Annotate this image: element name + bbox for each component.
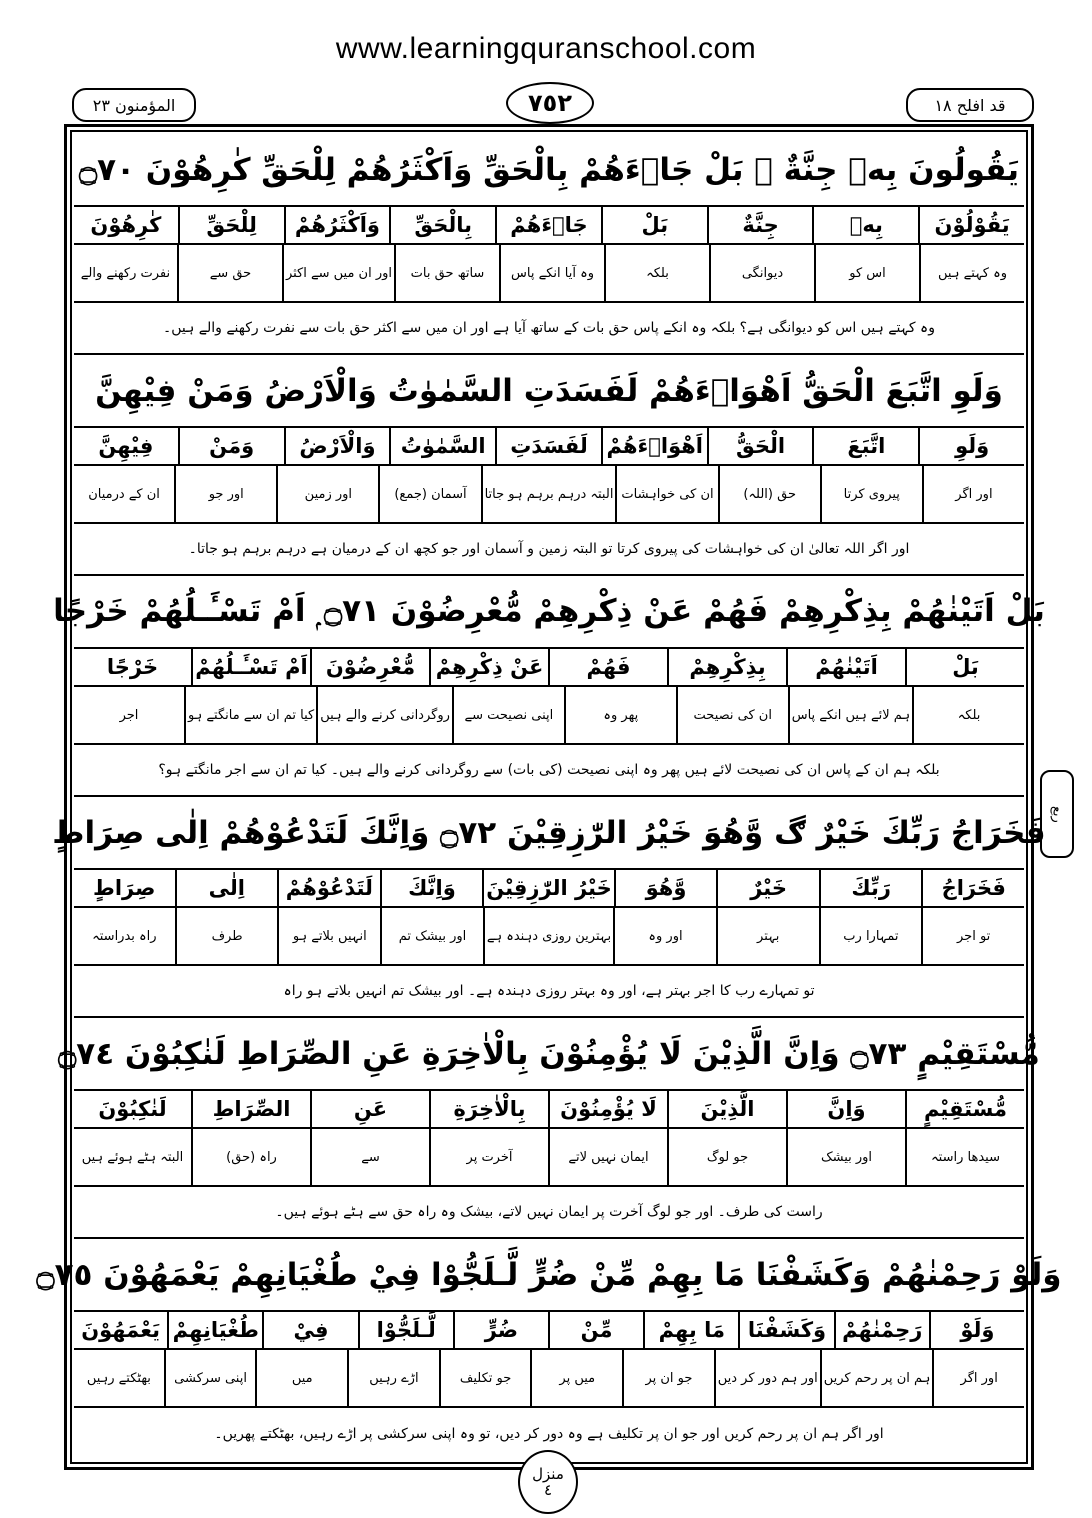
urdu-word-meaning: تو اجر [921,908,1024,964]
arabic-word: اتَّبَعَ [812,428,918,464]
arabic-word: جِنَّةٌ [707,207,813,243]
arabic-word: خَيْرُ الرّٰزِقِيْنَ [482,870,614,906]
arabic-word: لَا يُؤْمِنُوْنَ [548,1091,667,1127]
urdu-word-row [74,1129,1024,1187]
arabic-word: الَّذِيْنَ [667,1091,786,1127]
ayah-text: فَخَرَاجُ رَبِّكَ خَيْرٌ ڰ وَّهُوَ خَيْرُ الرّٰزِقِيْنَ ۝٧٢ وَاِنَّكَ لَتَدْعُوْهُمْ اِلٰى صِرَاطٍ [74,797,1024,870]
urdu-word-meaning: سے [310,1129,429,1185]
verse-block [52,797,1046,1018]
urdu-word-meaning: بھٹکتے رہیں [86,1370,151,1386]
urdu-word-meaning: طرف [175,908,278,964]
urdu-word-meaning: جو لوگ [667,1129,786,1185]
urdu-word-meaning: اور جو [174,466,276,522]
urdu-translation: بلکہ ہم ان کے پاس ان کی نصیحت لائے ہیں پھر وہ اپنی نصیحت (کی بات) سے روگردانی کرنے والے ہیں۔ کیا تم ان سے اجر مانگتے ہو؟ [74,745,1024,797]
urdu-word-meaning: اور زمین [276,466,378,522]
arabic-word: عَنْ ذِكْرِهِمْ [429,649,548,685]
urdu-word-meaning: ان کی خواہشات [615,466,717,522]
urdu-word-meaning: حق (اللہ) [718,466,820,522]
arabic-word: عَنِ [310,1091,429,1127]
arabic-word-row [74,1091,1024,1129]
arabic-word: فَهُمْ [548,649,667,685]
urdu-word-meaning: اور اگر [932,1350,1024,1406]
arabic-word: وَّهُوَ [614,870,717,906]
juz-name-label: قد افلح ١٨ [906,88,1034,122]
urdu-word-meaning: میں پر [530,1350,622,1406]
urdu-word-meaning: ساتھ حق بات [394,245,499,301]
arabic-word: ضُرٍّ [453,1312,548,1348]
urdu-word-meaning: بلکہ [604,245,709,301]
urdu-translation: تو تمہارے رب کا اجر بہتر ہے، اور وہ بہتر روزی دہندہ ہے۔ اور بیشک تم انہیں بلاتے ہو راہ [74,966,1024,1018]
urdu-word-meaning: بلکہ [912,687,1024,743]
arabic-word: وَلَوْ [929,1312,1024,1348]
arabic-word: وَاِنَّكَ [380,870,483,906]
urdu-word-meaning: انہیں بلاتے ہو [277,908,380,964]
arabic-word: وَلَوِ [918,428,1024,464]
urdu-word-meaning: اور ان میں سے اکثر [282,245,394,301]
arabic-word: وَالْاَرْضُ [284,428,390,464]
urdu-word-meaning: ہم لائے ہیں انکے پاس [788,687,912,743]
arabic-word: رَبِّكَ [819,870,922,906]
verse-block [53,576,1045,797]
urdu-word-meaning: بہترین روزی دہندہ ہے [483,908,613,964]
arabic-word: طُغْيَانِهِمْ [167,1312,262,1348]
arabic-word-row [74,649,1024,687]
urdu-word-meaning: جو ان پر [622,1350,714,1406]
arabic-word-row [74,1312,1024,1350]
arabic-word: خَرْجًا [106,655,159,679]
verse-block [74,355,1024,576]
arabic-word: اَهْوَاۗءَهُمْ [601,428,707,464]
arabic-word: خَيْرٌ [716,870,819,906]
arabic-word: الْحَقُّ [707,428,813,464]
urdu-word-meaning: نفرت رکھنے والے [80,265,171,281]
verse-block [58,1018,1040,1239]
arabic-word: جَاۗءَهُمْ [495,207,601,243]
urdu-word-meaning: راہ (حق) [191,1129,310,1185]
arabic-word: السَّمٰوٰتُ [389,428,495,464]
urdu-word-meaning: اپنی سرکشی [164,1350,256,1406]
arabic-word-row [74,870,1024,908]
urdu-word-meaning: حق سے [177,245,282,301]
arabic-word: مِّنْ [548,1312,643,1348]
arabic-word: كٰرِهُوْنَ [90,213,162,237]
arabic-word: وَمَنْ [178,428,284,464]
arabic-word: بَلْ [601,207,707,243]
urdu-word-meaning: پھر وہ [564,687,676,743]
urdu-word-meaning: البتہ ہٹے ہوئے ہیں [81,1149,184,1165]
urdu-word-meaning: راہ بدراستہ [92,928,157,944]
arabic-word: فِيْهِنَّ [98,434,154,458]
arabic-word-row [74,207,1024,245]
arabic-word: رَحِمْنٰهُمْ [834,1312,929,1348]
manzil-number: ٤ [543,1481,553,1499]
site-url[interactable]: www.learningquranschool.com [335,32,757,65]
manzil-label: منزل [532,1464,564,1483]
ayah-text: مُّسْتَقِيْمٍ ۝٧٣ وَاِنَّ الَّذِيْنَ لَا يُؤْمِنُوْنَ بِالْاٰخِرَةِ عَنِ الصِّرَاطِ لَنٰكِبُوْنَ ۝٧٤ [74,1018,1024,1091]
ayah-text: يَقُولُونَ بِهٖ جِنَّةٌ ۭ بَلْ جَاۗءَهُمْ بِالْحَقِّ وَاَكْثَرُهُمْ لِلْحَقِّ كٰرِهُوْنَ ۝٧٠ [74,134,1024,207]
arabic-word: بِهٖ [812,207,918,243]
urdu-word-meaning: اس کو [814,245,919,301]
arabic-word: يَعْمَهُوْنَ [81,1318,160,1342]
urdu-word-meaning: تمہارا رب [819,908,922,964]
arabic-word-row [74,428,1024,466]
urdu-word-row [74,908,1024,966]
urdu-word-meaning: ہم ان پر رحم کریں [820,1350,933,1406]
ayah-text: بَلْ اَتَيْنٰهُمْ بِذِكْرِهِمْ فَهُمْ عَنْ ذِكْرِهِمْ مُّعْرِضُوْنَ ۝٧١ ۭ اَمْ تَسْـَٔـلُهُمْ خَرْجًا [74,576,1024,649]
ayah-text: وَلَوِ اتَّبَعَ الْحَقُّ اَهْوَاۗءَهُمْ لَفَسَدَتِ السَّمٰوٰتُ وَالْاَرْضُ وَمَنْ فِيْهِنَّ [74,355,1024,428]
urdu-translation: اور اگر اللہ تعالیٰ ان کی خواہشات کی پیروی کرتا تو البتہ زمین و آسمان اور جو کچھ ان کے درمیان ہے درہم برہم ہو جاتا۔ [74,524,1024,576]
urdu-word-meaning: البتہ درہم برہم ہو جاتا [481,466,616,522]
urdu-word-meaning: اور ہم دور کر دیں [714,1350,820,1406]
arabic-word: اِلٰى [175,870,278,906]
arabic-word: مُّسْتَقِيْمٍ [905,1091,1024,1127]
arabic-word: فِيْ [262,1312,357,1348]
verse-block [36,1239,1062,1460]
urdu-word-meaning: ان کے درمیان [88,486,160,502]
urdu-word-meaning: روگردانی کرنے والے ہیں [316,687,452,743]
surah-name-label: المؤمنون ٢٣ [72,88,196,122]
urdu-word-meaning: سیدھا راستہ [905,1129,1024,1185]
page-number: ٧٥٢ [506,82,594,124]
urdu-word-meaning: کیا تم ان سے مانگتے ہو [184,687,316,743]
arabic-word: اَمْ تَسْـَٔـلُهُمْ [191,649,310,685]
urdu-word-meaning: اور وہ [613,908,716,964]
arabic-word: الصِّرَاطِ [191,1091,310,1127]
urdu-word-meaning: پیروی کرتا [820,466,922,522]
arabic-word: وَكَشَفْنَا [738,1312,833,1348]
urdu-word-meaning: جو تکلیف [439,1350,531,1406]
urdu-word-meaning: میں [255,1350,347,1406]
urdu-translation: اور اگر ہم ان پر رحم کریں اور جو ان پر تکلیف ہے وہ دور کر دیں، تو وہ اپنی سرکشی پر اڑے رہیں، بھٹکتے پھریں۔ [214,1426,884,1442]
urdu-word-row [74,466,1024,524]
urdu-word-meaning: اور بیشک تم [380,908,483,964]
arabic-word: اَتَيْنٰهُمْ [786,649,905,685]
arabic-word: فَخَرَاجُ [921,870,1024,906]
ayah-text: وَلَوْ رَحِمْنٰهُمْ وَكَشَفْنَا مَا بِهِمْ مِّنْ ضُرٍّ لَّـلَجُّوْا فِيْ طُغْيَانِهِمْ يَعْمَهُوْنَ ۝٧٥ [74,1239,1024,1312]
urdu-word-meaning: ان کی نصیحت [676,687,788,743]
arabic-word: يَقُوْلُوْنَ [918,207,1024,243]
arabic-word: مُّعْرِضُوْنَ [310,649,429,685]
urdu-word-meaning: وہ آیا انکے پاس [499,245,604,301]
arabic-word: بِذِكْرِهِمْ [667,649,786,685]
urdu-word-meaning: اڑے رہیں [347,1350,439,1406]
arabic-word: صِرَاطٍ [93,876,156,900]
arabic-word: بِالْاٰخِرَةِ [429,1091,548,1127]
urdu-word-meaning: اور اگر [922,466,1024,522]
urdu-translation: راست کی طرف۔ اور جو لوگ آخرت پر ایمان نہیں لاتے، بیشک وہ راہ حق سے ہٹے ہوئے ہیں۔ [74,1187,1024,1239]
arabic-word: لَّـلَجُّوْا [358,1312,453,1348]
urdu-word-meaning: اجر [119,707,139,723]
ruku-marker: ربع [1040,770,1074,858]
manzil-badge [518,1450,578,1514]
urdu-word-meaning: بہتر [716,908,819,964]
arabic-word: وَاِنَّ [786,1091,905,1127]
urdu-word-row [74,687,1024,745]
urdu-word-row [74,1350,1024,1408]
urdu-word-meaning: آخرت پر [429,1129,548,1185]
urdu-word-meaning: آسمان (جمع) [378,466,480,522]
arabic-word: لَنٰكِبُوْنَ [98,1097,167,1121]
arabic-word: لِلْحَقِّ [178,207,284,243]
urdu-word-meaning: دیوانگی [709,245,814,301]
arabic-word: وَاَكْثَرُهُمْ [284,207,390,243]
urdu-word-meaning: اپنی نصیحت سے [452,687,564,743]
urdu-word-meaning: وہ کہتے ہیں [919,245,1024,301]
urdu-word-row [74,245,1024,303]
arabic-word: لَفَسَدَتِ [495,428,601,464]
urdu-word-meaning: اور بیشک [786,1129,905,1185]
urdu-translation: وہ کہتے ہیں اس کو دیوانگی ہے؟ بلکہ وہ انکے پاس حق بات کے ساتھ آیا ہے اور ان میں سے اکثر حق بات سے نفرت رکھنے والے ہیں۔ [74,303,1024,355]
verse-block [74,134,1024,355]
urdu-word-meaning: ایمان نہیں لاتے [548,1129,667,1185]
arabic-word: بِالْحَقِّ [389,207,495,243]
arabic-word: لَتَدْعُوْهُمْ [277,870,380,906]
arabic-word: مَا بِهِمْ [643,1312,738,1348]
arabic-word: بَلْ [905,649,1024,685]
